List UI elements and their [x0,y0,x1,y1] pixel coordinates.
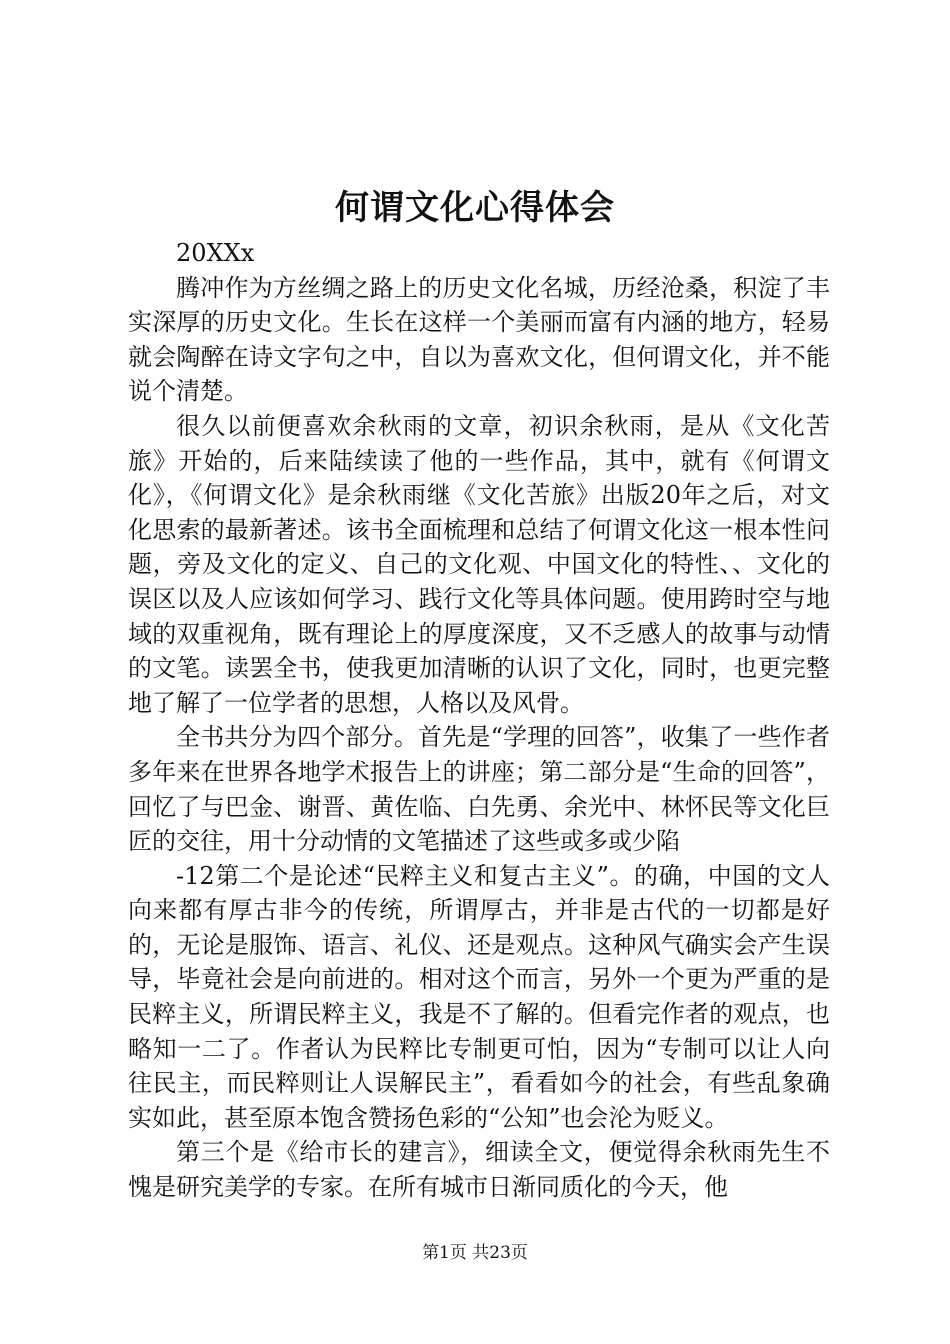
document-body [128,236,830,1205]
paragraph-3: 全书共分为四个部分。首先是“学理的回答”，收集了一些作者多年来在世界各地学术报告上的讲座；第二部分是“生命的回答”，回忆了与巴金、谢晋、黄佐临、白先勇、余光中、林怀民等文化巨匠的交往，用十分动情的文笔描述了这些或多或少陷 [128,723,830,856]
paragraph-4: -12第二个是论述“民粹主义和复古主义”。的确，中国的文人向来都有厚古非今的传统，所谓厚古，并非是古代的一切都是好的，无论是服饰、语言、礼仪、还是观点。这种风气确实会产生误导，毕竟社会是向前进的。相对这个而言，另外一个更为严重的是民粹主义，所谓民粹主义，我是不了解的。但看完作者的观点，也略知一二了。作者认为民粹比专制更可怕，因为“专制可以让人向往民主，而民粹则让人误解民主”，看看如今的社会，有些乱象确实如此，甚至原本饱含赞扬色彩的“公知”也会沦为贬义。 [128,861,830,1132]
page-number-footer: 第1页 共23页 [422,1243,528,1263]
paragraph-5: 第三个是《给市长的建言》，细读全文，便觉得余秋雨先生不愧是研究美学的专家。在所有城市日渐同质化的今天，他 [128,1138,830,1202]
paragraph-1: 腾冲作为方丝绸之路上的历史文化名城，历经沧桑，积淀了丰实深厚的历史文化。生长在这样一个美丽而富有内涵的地方，轻易就会陶醉在诗文字句之中，自以为喜欢文化，但何谓文化，并不能说个清楚。 [128,273,830,406]
document-title: 何谓文化心得体会 [335,188,615,228]
paragraph-2: 很久以前便喜欢余秋雨的文章，初识余秋雨，是从《文化苦旅》开始的，后来陆续读了他的一些作品，其中，就有《何谓文化》，《何谓文化》是余秋雨继《文化苦旅》出版20年之后，对文化思索的最新著述。该书全面梳理和总结了何谓文化这一根本性问题，旁及文化的定义、自己的文化观、中国文化的特性、、文化的误区以及人应该如何学习、践行文化等具体问题。使用跨时空与地域的双重视角，既有理论上的厚度深度，又不乏感人的故事与动情的文笔。读罢全书，使我更加清晰的认识了文化，同时，也更完整地了解了一位学者的思想，人格以及风骨。 [128,411,830,717]
document-date: 20XXx [176,239,255,267]
